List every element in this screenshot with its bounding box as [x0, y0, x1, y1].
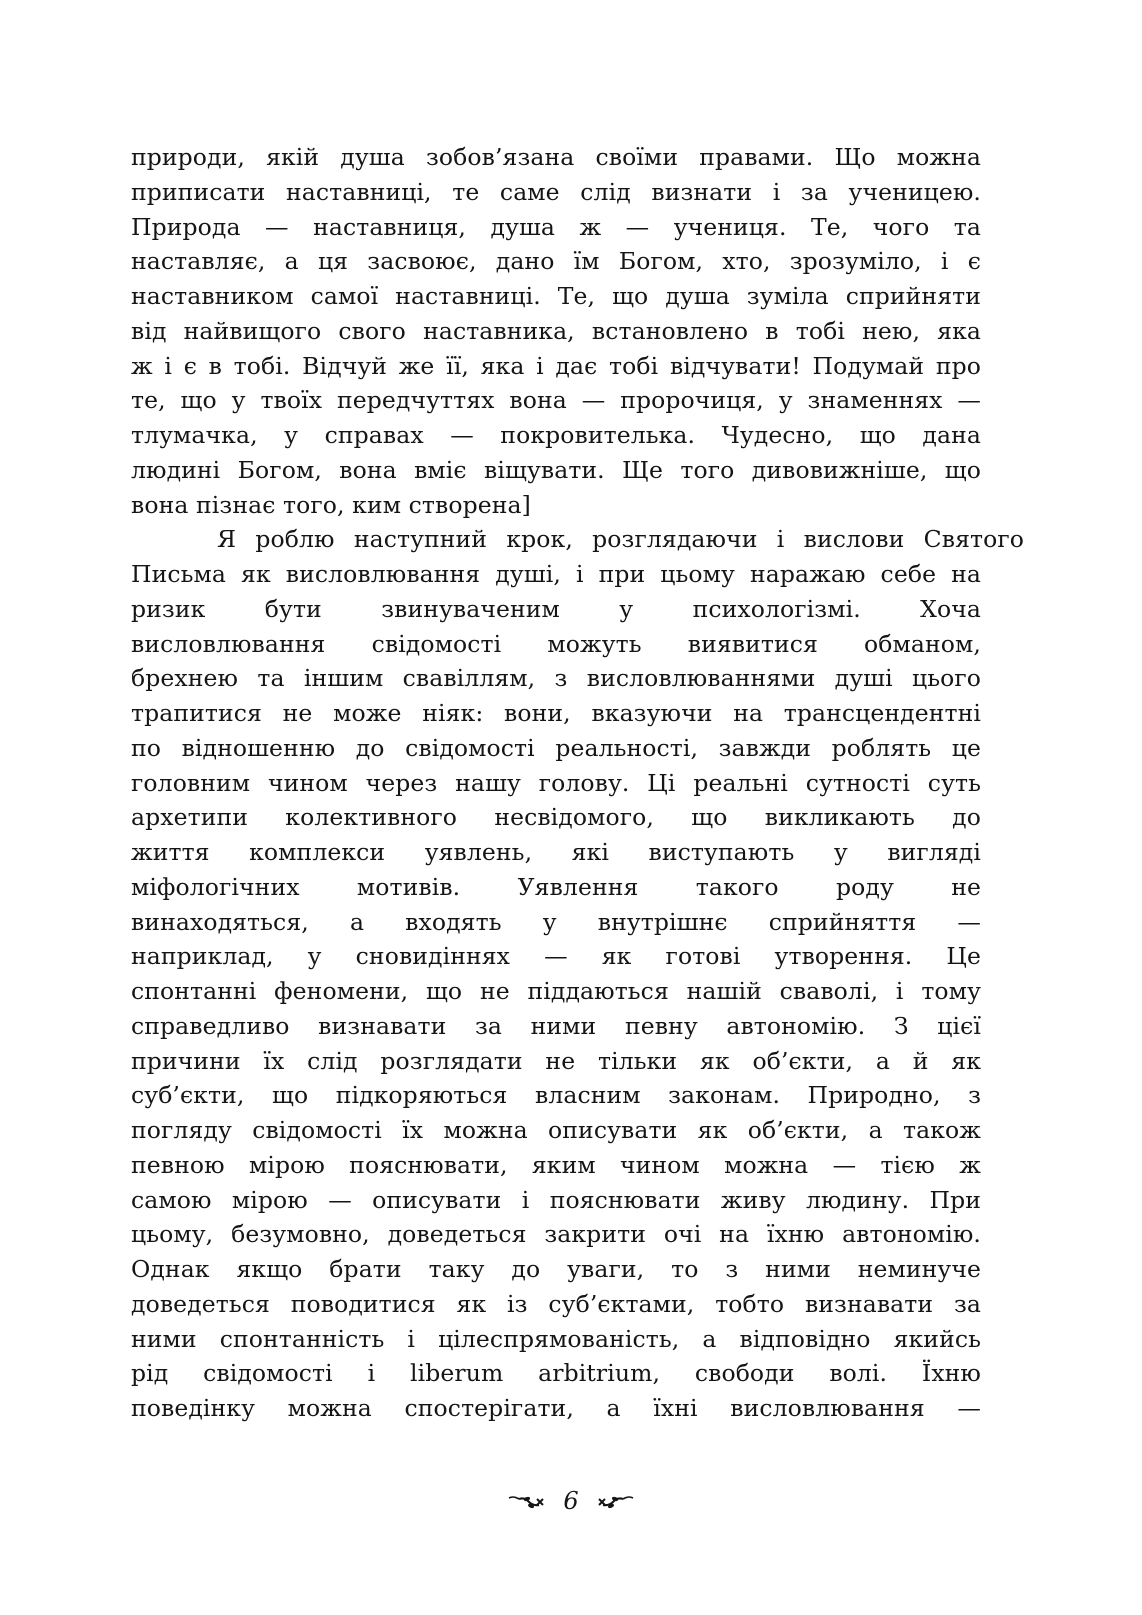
text-line — [131, 1009, 981, 1044]
text-line-content: спонтанні феномени, що не піддаються нашій сваволі, і тому — [131, 977, 981, 1005]
text-line — [131, 1287, 981, 1322]
text-line — [131, 210, 981, 245]
page-number: 6 — [563, 1487, 579, 1515]
body-text — [131, 140, 1024, 1426]
text-line-content: поведінку можна спостерігати, а їхні висловлювання — — [131, 1394, 981, 1422]
text-line — [131, 661, 981, 696]
text-line-content: архетипи колективного несвідомого, що викликають до — [131, 803, 981, 832]
text-line-content: ними спонтанність і цілеспрямованість, а відповідно якийсь — [131, 1324, 981, 1353]
text-line — [131, 488, 981, 523]
text-line — [131, 1217, 981, 1252]
text-line-content: приписати наставниці, те саме слід визнати і за ученицею. — [131, 177, 981, 206]
text-line-content: доведеться поводитися як із суб’єктами, тобто визнавати за — [131, 1289, 981, 1318]
text-line-content: трапитися не може ніяк: вони, вказуючи на трансцендентні — [131, 699, 981, 727]
text-line — [131, 905, 981, 940]
text-line-content: певною мірою пояснювати, яким чином можна — тією ж — [131, 1150, 981, 1179]
text-line — [131, 244, 981, 279]
text-line-content: життя комплекси уявлень, які виступають у вигляді — [131, 838, 981, 866]
text-line — [131, 1252, 981, 1287]
text-line-content: винаходяться, а входять у внутрішнє сприйняття — — [131, 907, 981, 936]
text-line — [131, 349, 981, 384]
text-line-content: вона пізнає того, ким створена] — [131, 490, 531, 519]
text-line-content: природи, якій душа зобов’язана своїми правами. Що можна — [131, 143, 981, 171]
text-line-content: людині Богом, вона вміє віщувати. Ще того дивовижніше, що — [131, 455, 981, 484]
text-line-content: погляду свідомості їх можна описувати як об’єкти, а також — [131, 1116, 981, 1144]
text-line-content: головним чином через нашу голову. Ці реальні сутності суть — [131, 768, 981, 797]
text-line — [131, 557, 981, 592]
text-line-content: суб’єкти, що підкоряються власним законам. Природно, з — [131, 1081, 981, 1110]
text-line — [131, 835, 981, 870]
text-line-content: причини їх слід розглядати не тільки як об’єкти, а й як — [131, 1046, 981, 1075]
text-line-content: від найвищого свого наставника, встановлено в тобі нею, яка — [131, 316, 981, 345]
text-line-content: наставляє, а ця засвоює, дано їм Богом, хто, зрозуміло, і є — [131, 247, 981, 276]
text-line-content: Я роблю наступний крок, розглядаючи і вислови Святого — [217, 525, 1024, 554]
text-line — [131, 314, 981, 349]
text-line — [131, 1078, 981, 1113]
text-line-content: те, що у твоїх передчуттях вона — пророчиця, у знаменнях — — [131, 386, 981, 415]
text-line-content: по відношенню до свідомості реальності, завжди роблять це — [131, 733, 981, 762]
text-line — [131, 766, 981, 801]
text-line — [131, 800, 981, 835]
text-line-content: рід свідомості і liberum arbitrium, свободи волі. Їхню — [131, 1359, 981, 1388]
text-line — [131, 731, 981, 766]
text-line-content: самою мірою — описувати і пояснювати живу людину. При — [131, 1185, 981, 1214]
text-line — [131, 1356, 981, 1391]
text-line — [131, 453, 981, 488]
text-line-content: Письма як висловлювання душі, і при цьому наражаю себе на — [131, 560, 981, 588]
text-line — [131, 939, 981, 974]
text-line — [131, 383, 981, 418]
text-line — [131, 175, 981, 210]
text-line-content: висловлювання свідомості можуть виявитися обманом, — [131, 629, 981, 658]
text-line — [131, 418, 981, 453]
text-line-content: наприклад, у сновидіннях — як готові утворення. Це — [131, 942, 981, 971]
text-line — [131, 1183, 981, 1218]
text-line — [131, 974, 981, 1009]
text-line — [131, 140, 981, 175]
text-line — [131, 870, 981, 905]
text-line — [131, 522, 1024, 557]
text-line-content: Природа — наставниця, душа ж — учениця. Те, чого та — [131, 212, 981, 241]
text-line-content: ж і є в тобі. Відчуй же її, яка і дає тобі відчувати! Подумай про — [131, 351, 981, 380]
text-line — [131, 1148, 981, 1183]
text-line — [131, 627, 981, 662]
text-line-content: справедливо визнавати за ними певну автономію. З цієї — [131, 1011, 981, 1040]
page-footer — [0, 1487, 1142, 1515]
text-line — [131, 696, 981, 731]
text-line-content: наставником самої наставниці. Те, що душа зуміла сприйняти — [131, 282, 981, 310]
fleuron-left-icon — [507, 1493, 549, 1509]
text-line-content: ризик бути звинуваченим у психологізмі. Хоча — [131, 594, 981, 623]
text-line — [131, 1322, 981, 1357]
fleuron-right-icon — [593, 1493, 635, 1509]
text-line — [131, 592, 981, 627]
text-line — [131, 279, 981, 314]
text-line-content: брехнею та іншим свавіллям, з висловлюваннями душі цього — [131, 664, 981, 693]
text-line-content: цьому, безумовно, доведеться закрити очі на їхню автономію. — [131, 1220, 981, 1249]
text-line-content: міфологічних мотивів. Уявлення такого роду не — [131, 872, 981, 901]
text-line-content: Однак якщо брати таку до уваги, то з ними неминуче — [131, 1255, 981, 1283]
text-line — [131, 1044, 981, 1079]
text-line — [131, 1391, 981, 1426]
text-line-content: тлумачка, у справах — покровителька. Чудесно, що дана — [131, 421, 981, 449]
text-line — [131, 1113, 981, 1148]
